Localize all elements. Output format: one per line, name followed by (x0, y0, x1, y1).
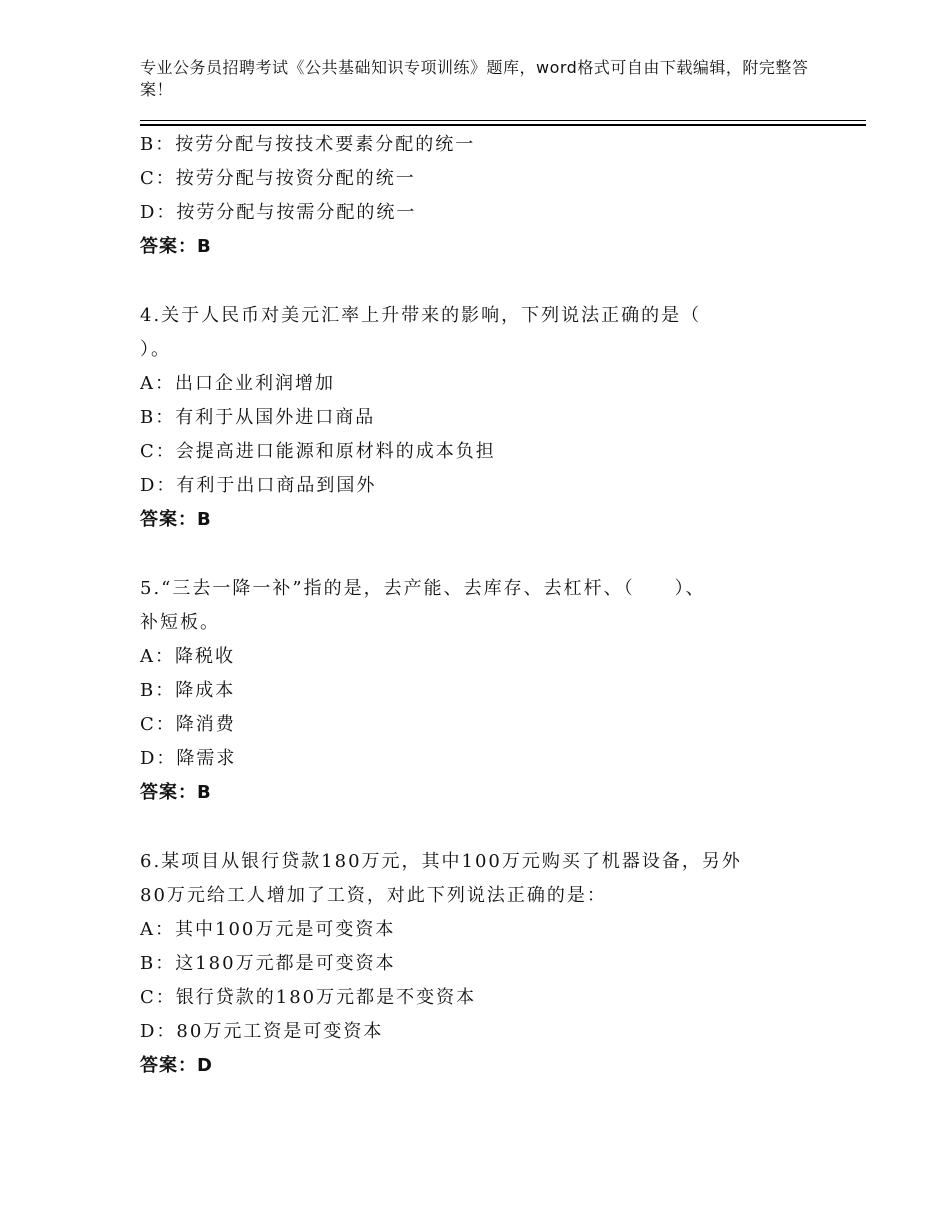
header-rule-thick (140, 124, 866, 126)
option-d: D：按劳分配与按需分配的统一 (140, 202, 417, 223)
question-3 (140, 128, 830, 264)
question-stem-cont: 补短板。 (140, 612, 220, 633)
question-stem: 4.关于人民币对美元汇率上升带来的影响，下列说法正确的是（ (140, 305, 702, 326)
option-b: B：有利于从国外进口商品 (140, 407, 376, 428)
option-c: C：银行贷款的180万元都是不变资本 (140, 987, 477, 1008)
page-header: 专业公务员招聘考试《公共基础知识专项训练》题库，word格式可自由下载编辑，附完整答案！ (140, 58, 809, 99)
option-c: C：降消费 (140, 714, 236, 735)
question-6 (140, 845, 830, 1083)
spacer (140, 264, 830, 299)
option-d: D：80万元工资是可变资本 (140, 1021, 384, 1042)
option-d: D：有利于出口商品到国外 (140, 475, 377, 496)
spacer (140, 537, 830, 572)
spacer (140, 810, 830, 845)
option-c: C：按劳分配与按资分配的统一 (140, 168, 416, 189)
question-stem-cont: 80万元给工人增加了工资，对此下列说法正确的是： (140, 885, 607, 906)
option-a: A：出口企业利润增加 (140, 373, 335, 394)
question-list (140, 128, 830, 1083)
header-rule-thin (140, 120, 866, 121)
question-stem-cont: ）。 (140, 339, 171, 360)
option-b: B：降成本 (140, 680, 236, 701)
question-stem: 5.“三去一降一补”指的是，去产能、去库存、去杠杆、（ ）、 (140, 578, 706, 599)
question-5 (140, 572, 830, 810)
option-b: B：按劳分配与按技术要素分配的统一 (140, 134, 476, 155)
option-c: C：会提高进口能源和原材料的成本负担 (140, 441, 496, 462)
option-b: B：这180万元都是可变资本 (140, 953, 396, 974)
answer: 答案：B (140, 782, 212, 803)
option-a: A：降税收 (140, 646, 235, 667)
answer: 答案：B (140, 236, 212, 257)
answer: 答案：B (140, 509, 212, 530)
answer: 答案：D (140, 1055, 213, 1076)
option-a: A：其中100万元是可变资本 (140, 919, 396, 940)
option-d: D：降需求 (140, 748, 237, 769)
question-stem: 6.某项目从银行贷款180万元，其中100万元购买了机器设备，另外 (140, 851, 742, 872)
question-4 (140, 299, 830, 537)
